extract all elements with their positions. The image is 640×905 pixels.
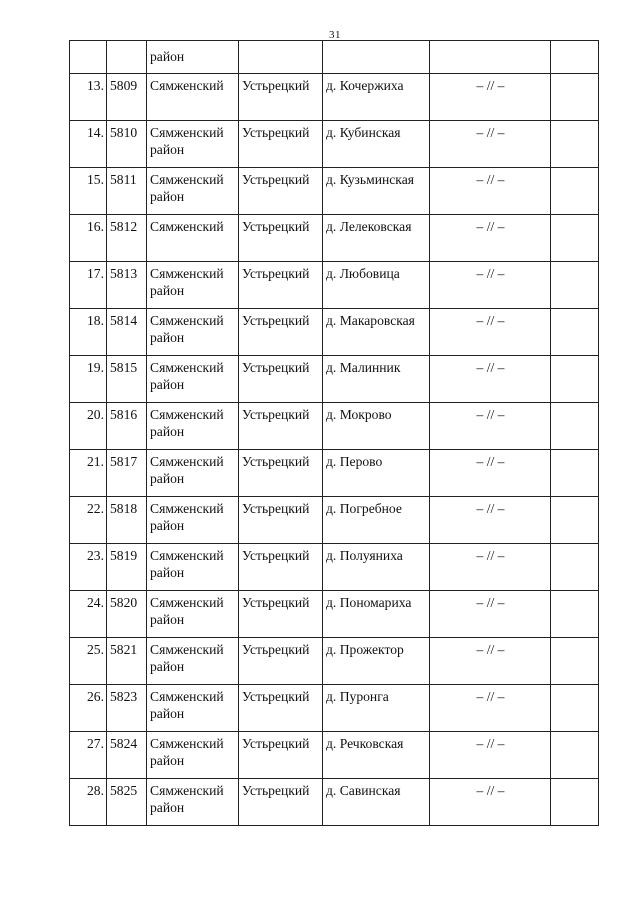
cell-num: 27. [70, 732, 107, 779]
settlements-table [69, 40, 599, 826]
cell-district [147, 732, 239, 779]
cell-locality: д. Мокрово [323, 403, 430, 450]
district-name: Сямженский [150, 454, 224, 469]
cell-settlement: Устьрецкий [239, 497, 323, 544]
cell-num: 16. [70, 215, 107, 262]
cell-code: 5823 [107, 685, 147, 732]
cell-locality: д. Погребное [323, 497, 430, 544]
cell-locality: д. Кузьминская [323, 168, 430, 215]
district-name: Сямженский [150, 407, 224, 422]
table-row [70, 309, 599, 356]
cell-code: 5824 [107, 732, 147, 779]
table-row [70, 121, 599, 168]
cell-extra [551, 309, 599, 356]
cell-num: 17. [70, 262, 107, 309]
district-type: район [150, 424, 185, 439]
cell-extra [551, 168, 599, 215]
district-type: район [150, 189, 185, 204]
cell-code: 5818 [107, 497, 147, 544]
cell-settlement: Устьрецкий [239, 309, 323, 356]
table-row [70, 356, 599, 403]
cell-status: – // – [430, 732, 551, 779]
cell-locality: д. Пономариха [323, 591, 430, 638]
cell-num [70, 41, 107, 74]
cell-status: – // – [430, 638, 551, 685]
district-name: Сямженский [150, 736, 224, 751]
cell-settlement: Устьрецкий [239, 403, 323, 450]
cell-locality: д. Лелековская [323, 215, 430, 262]
cell-code: 5810 [107, 121, 147, 168]
district-type: район [150, 800, 185, 815]
cell-district [147, 309, 239, 356]
cell-code: 5817 [107, 450, 147, 497]
cell-code: 5809 [107, 74, 147, 121]
cell-code: 5825 [107, 779, 147, 826]
table-row [70, 450, 599, 497]
cell-status: – // – [430, 450, 551, 497]
cell-status: – // – [430, 309, 551, 356]
district-name: Сямженский [150, 642, 224, 657]
table-row [70, 168, 599, 215]
district-type: район [150, 518, 185, 533]
table-row [70, 732, 599, 779]
cell-district [147, 450, 239, 497]
cell-num: 24. [70, 591, 107, 638]
cell-locality: д. Перово [323, 450, 430, 497]
cell-code: 5811 [107, 168, 147, 215]
cell-extra [551, 74, 599, 121]
table-row [70, 403, 599, 450]
district-name: Сямженский [150, 219, 224, 234]
cell-settlement: Устьрецкий [239, 262, 323, 309]
table-row [70, 215, 599, 262]
table-row [70, 591, 599, 638]
cell-extra [551, 732, 599, 779]
cell-status [430, 41, 551, 74]
cell-locality: д. Савинская [323, 779, 430, 826]
cell-locality: д. Макаровская [323, 309, 430, 356]
cell-status: – // – [430, 74, 551, 121]
cell-district [147, 403, 239, 450]
cell-extra [551, 497, 599, 544]
district-type: район [150, 377, 185, 392]
district-type: район [150, 659, 185, 674]
cell-status: – // – [430, 544, 551, 591]
cell-status: – // – [430, 591, 551, 638]
cell-settlement: Устьрецкий [239, 450, 323, 497]
district-name: Сямженский [150, 548, 224, 563]
cell-code: 5815 [107, 356, 147, 403]
cell-status: – // – [430, 262, 551, 309]
cell-extra [551, 215, 599, 262]
cell-settlement: Устьрецкий [239, 779, 323, 826]
cell-settlement: Устьрецкий [239, 732, 323, 779]
cell-num: 18. [70, 309, 107, 356]
district-type: район [150, 706, 185, 721]
cell-num: 26. [70, 685, 107, 732]
cell-status: – // – [430, 685, 551, 732]
district-type: район [150, 142, 185, 157]
district-type: район [150, 471, 185, 486]
district-name: Сямженский [150, 783, 224, 798]
district-name: Сямженский [150, 595, 224, 610]
cell-district [147, 638, 239, 685]
district-name: Сямженский [150, 689, 224, 704]
cell-status: – // – [430, 497, 551, 544]
cell-extra [551, 450, 599, 497]
cell-extra [551, 638, 599, 685]
cell-locality: д. Полуяниха [323, 544, 430, 591]
cell-num: 13. [70, 74, 107, 121]
cell-num: 19. [70, 356, 107, 403]
cell-extra [551, 356, 599, 403]
table-row-continuation [70, 41, 599, 74]
cell-code: 5819 [107, 544, 147, 591]
cell-code [107, 41, 147, 74]
district-type: район [150, 330, 185, 345]
cell-status: – // – [430, 168, 551, 215]
cell-district [147, 779, 239, 826]
table-row [70, 74, 599, 121]
cell-district [147, 215, 239, 262]
cell-settlement: Устьрецкий [239, 74, 323, 121]
district-name: Сямженский [150, 501, 224, 516]
cell-code: 5813 [107, 262, 147, 309]
cell-locality: д. Кубинская [323, 121, 430, 168]
cell-code: 5814 [107, 309, 147, 356]
cell-code: 5816 [107, 403, 147, 450]
cell-locality: д. Малинник [323, 356, 430, 403]
cell-extra [551, 544, 599, 591]
table-body [70, 41, 599, 826]
district-type: район [150, 753, 185, 768]
cell-district [147, 121, 239, 168]
cell-settlement: Устьрецкий [239, 685, 323, 732]
cell-code: 5820 [107, 591, 147, 638]
district-name: Сямженский [150, 266, 224, 281]
cell-extra [551, 262, 599, 309]
cell-num: 20. [70, 403, 107, 450]
cell-district: район [147, 41, 239, 74]
cell-status: – // – [430, 403, 551, 450]
cell-extra [551, 121, 599, 168]
table-row [70, 638, 599, 685]
district-type: район [150, 283, 185, 298]
district-name: Сямженский [150, 313, 224, 328]
cell-settlement: Устьрецкий [239, 638, 323, 685]
district-type: район [150, 612, 185, 627]
cell-settlement [239, 41, 323, 74]
cell-status: – // – [430, 215, 551, 262]
cell-settlement: Устьрецкий [239, 168, 323, 215]
district-name: Сямженский [150, 172, 224, 187]
cell-extra [551, 41, 599, 74]
district-type: район [150, 565, 185, 580]
cell-num: 15. [70, 168, 107, 215]
cell-num: 14. [70, 121, 107, 168]
table-row [70, 685, 599, 732]
cell-code: 5812 [107, 215, 147, 262]
cell-district [147, 74, 239, 121]
cell-locality: д. Любовица [323, 262, 430, 309]
cell-extra [551, 591, 599, 638]
cell-locality: д. Речковская [323, 732, 430, 779]
cell-status: – // – [430, 779, 551, 826]
cell-num: 22. [70, 497, 107, 544]
cell-locality: д. Пуронга [323, 685, 430, 732]
cell-extra [551, 685, 599, 732]
cell-locality [323, 41, 430, 74]
cell-settlement: Устьрецкий [239, 215, 323, 262]
table-row [70, 262, 599, 309]
cell-settlement: Устьрецкий [239, 356, 323, 403]
cell-code: 5821 [107, 638, 147, 685]
table-row [70, 497, 599, 544]
cell-locality: д. Кочержиха [323, 74, 430, 121]
table-row [70, 779, 599, 826]
cell-status: – // – [430, 121, 551, 168]
cell-status: – // – [430, 356, 551, 403]
cell-num: 28. [70, 779, 107, 826]
cell-district [147, 591, 239, 638]
cell-num: 25. [70, 638, 107, 685]
cell-district [147, 685, 239, 732]
cell-extra [551, 403, 599, 450]
cell-locality: д. Прожектор [323, 638, 430, 685]
cell-settlement: Устьрецкий [239, 121, 323, 168]
district-name: Сямженский [150, 78, 224, 93]
cell-settlement: Устьрецкий [239, 591, 323, 638]
cell-district [147, 356, 239, 403]
cell-district [147, 544, 239, 591]
district-name: Сямженский [150, 125, 224, 140]
cell-num: 21. [70, 450, 107, 497]
cell-settlement: Устьрецкий [239, 544, 323, 591]
page-number: 31 [329, 29, 341, 41]
cell-district [147, 262, 239, 309]
table-row [70, 544, 599, 591]
cell-num: 23. [70, 544, 107, 591]
cell-extra [551, 779, 599, 826]
cell-district [147, 497, 239, 544]
district-name: Сямженский [150, 360, 224, 375]
cell-district [147, 168, 239, 215]
